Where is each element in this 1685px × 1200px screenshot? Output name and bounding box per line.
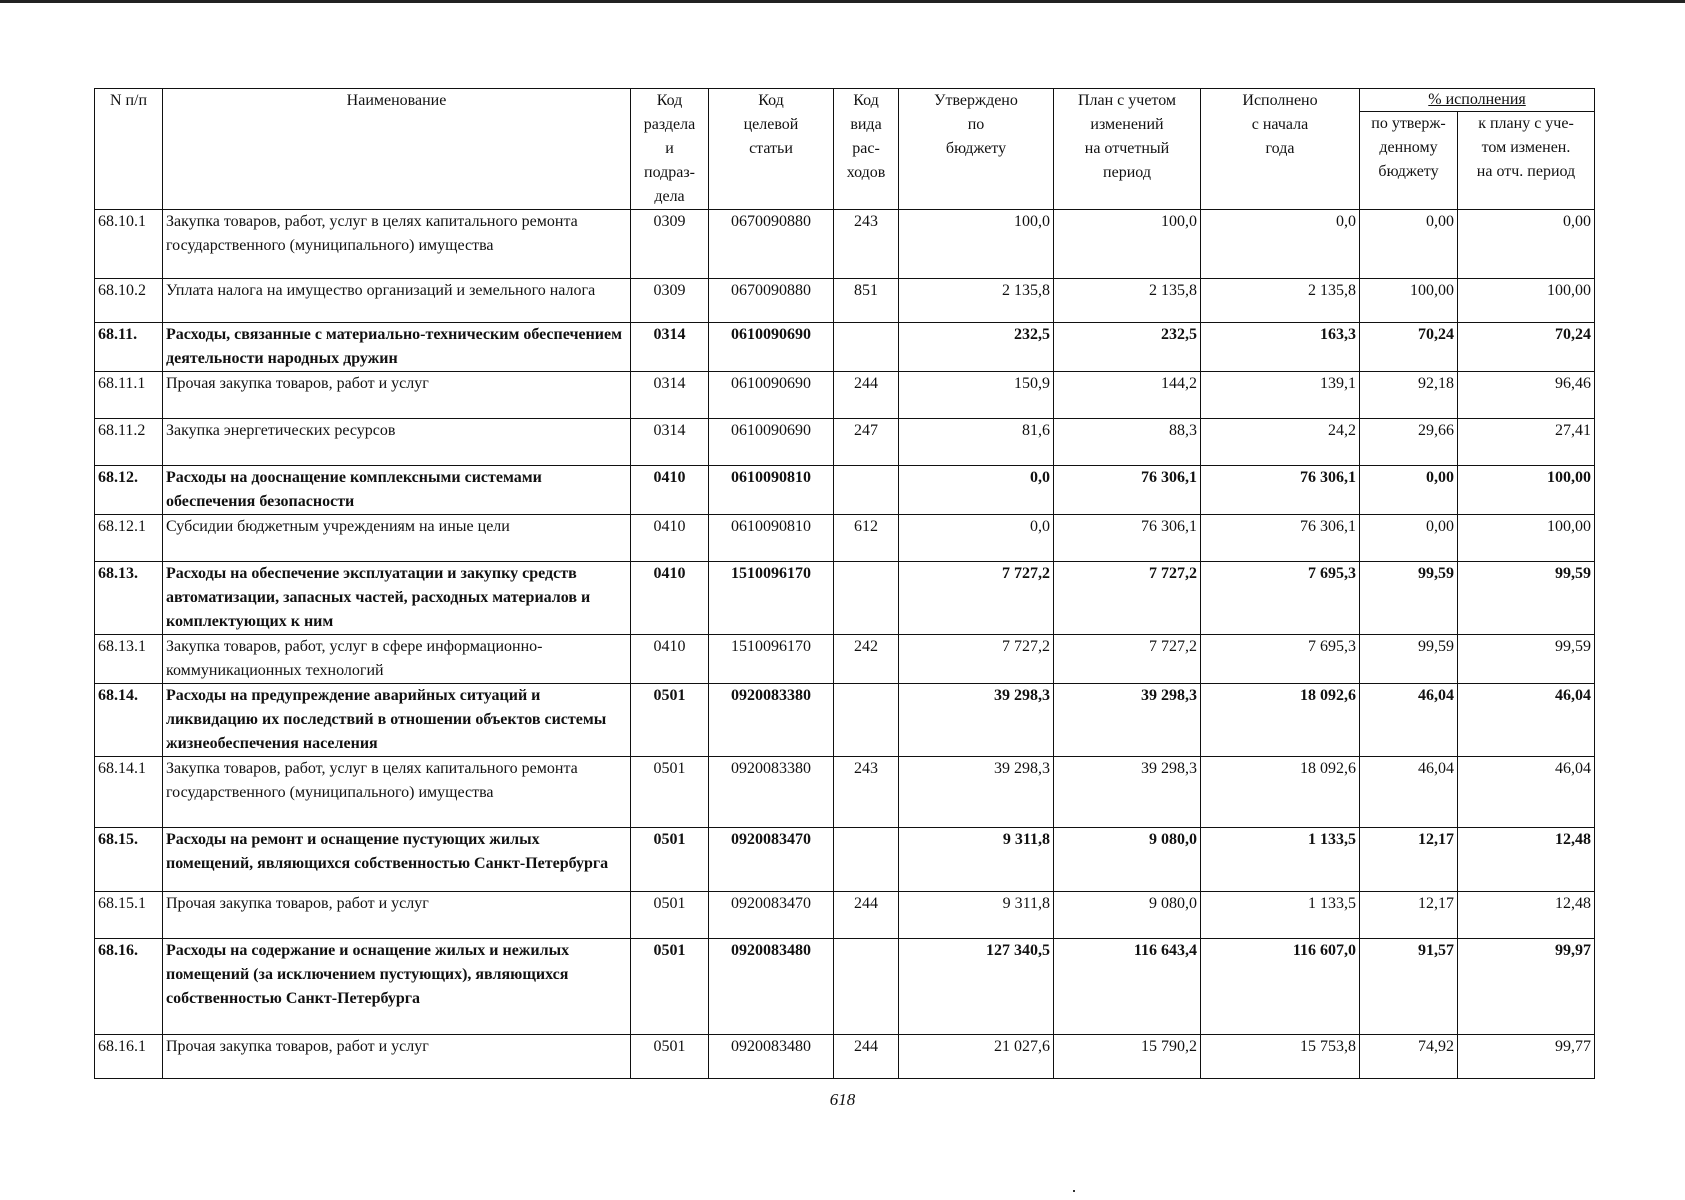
table-row xyxy=(95,562,1595,635)
row-expense-type-code: 244 xyxy=(834,1035,899,1079)
table-header xyxy=(95,89,1595,210)
row-plan: 15 790,2 xyxy=(1054,1035,1201,1079)
row-approved: 21 027,6 xyxy=(899,1035,1054,1079)
table-row xyxy=(95,372,1595,419)
header-index: N п/п xyxy=(95,89,163,210)
row-pct-plan: 100,00 xyxy=(1458,466,1595,515)
row-name: Закупка товаров, работ, услуг в целях капитального ремонта государственного (муниципального) имущества xyxy=(163,210,631,279)
table-row xyxy=(95,939,1595,1035)
row-section-code: 0410 xyxy=(631,562,709,635)
row-approved: 81,6 xyxy=(899,419,1054,466)
row-section-code: 0314 xyxy=(631,323,709,372)
row-pct-budget: 0,00 xyxy=(1360,210,1458,279)
row-pct-plan: 96,46 xyxy=(1458,372,1595,419)
row-executed: 1 133,5 xyxy=(1201,828,1360,892)
row-index: 68.11. xyxy=(95,323,163,372)
row-plan: 9 080,0 xyxy=(1054,892,1201,939)
row-index: 68.14.1 xyxy=(95,757,163,828)
row-index: 68.10.1 xyxy=(95,210,163,279)
row-expense-type-code: 247 xyxy=(834,419,899,466)
row-target-code: 1510096170 xyxy=(709,562,834,635)
row-plan: 2 135,8 xyxy=(1054,279,1201,323)
row-name: Субсидии бюджетным учреждениям на иные цели xyxy=(163,515,631,562)
table-row xyxy=(95,323,1595,372)
row-section-code: 0410 xyxy=(631,515,709,562)
table-row xyxy=(95,210,1595,279)
row-index: 68.10.2 xyxy=(95,279,163,323)
row-pct-plan: 46,04 xyxy=(1458,757,1595,828)
row-plan: 39 298,3 xyxy=(1054,757,1201,828)
header-name: Наименование xyxy=(163,89,631,210)
report-sheet xyxy=(94,88,1595,1079)
row-target-code: 0920083480 xyxy=(709,939,834,1035)
row-name: Закупка энергетических ресурсов xyxy=(163,419,631,466)
row-approved: 2 135,8 xyxy=(899,279,1054,323)
row-pct-plan: 99,97 xyxy=(1458,939,1595,1035)
row-approved: 232,5 xyxy=(899,323,1054,372)
row-executed: 18 092,6 xyxy=(1201,757,1360,828)
row-pct-budget: 46,04 xyxy=(1360,757,1458,828)
header-approved-budget: Утверждено по бюджету xyxy=(899,89,1054,210)
row-expense-type-code xyxy=(834,939,899,1035)
row-approved: 0,0 xyxy=(899,515,1054,562)
row-name: Расходы на предупреждение аварийных ситуаций и ликвидацию их последствий в отношении объектов системы жизнеобеспечения населения xyxy=(163,684,631,757)
row-pct-budget: 12,17 xyxy=(1360,892,1458,939)
row-target-code: 0670090880 xyxy=(709,279,834,323)
row-executed: 7 695,3 xyxy=(1201,635,1360,684)
row-approved: 150,9 xyxy=(899,372,1054,419)
row-approved: 9 311,8 xyxy=(899,892,1054,939)
row-executed: 1 133,5 xyxy=(1201,892,1360,939)
row-pct-plan: 46,04 xyxy=(1458,684,1595,757)
row-index: 68.16.1 xyxy=(95,1035,163,1079)
row-plan: 76 306,1 xyxy=(1054,515,1201,562)
row-section-code: 0309 xyxy=(631,210,709,279)
row-approved: 39 298,3 xyxy=(899,684,1054,757)
table-row xyxy=(95,279,1595,323)
row-pct-plan: 12,48 xyxy=(1458,892,1595,939)
row-pct-plan: 99,59 xyxy=(1458,562,1595,635)
table-row xyxy=(95,515,1595,562)
row-target-code: 0920083470 xyxy=(709,828,834,892)
table-row xyxy=(95,684,1595,757)
row-expense-type-code: 243 xyxy=(834,210,899,279)
row-executed: 163,3 xyxy=(1201,323,1360,372)
row-pct-plan: 0,00 xyxy=(1458,210,1595,279)
row-approved: 127 340,5 xyxy=(899,939,1054,1035)
row-plan: 116 643,4 xyxy=(1054,939,1201,1035)
row-approved: 7 727,2 xyxy=(899,635,1054,684)
row-pct-budget: 0,00 xyxy=(1360,466,1458,515)
table-row xyxy=(95,828,1595,892)
row-pct-budget: 91,57 xyxy=(1360,939,1458,1035)
row-index: 68.12. xyxy=(95,466,163,515)
row-plan: 7 727,2 xyxy=(1054,635,1201,684)
row-expense-type-code: 612 xyxy=(834,515,899,562)
row-target-code: 1510096170 xyxy=(709,635,834,684)
row-pct-plan: 99,77 xyxy=(1458,1035,1595,1079)
row-expense-type-code: 244 xyxy=(834,372,899,419)
row-name: Расходы на дооснащение комплексными системами обеспечения безопасности xyxy=(163,466,631,515)
row-target-code: 0920083380 xyxy=(709,684,834,757)
row-pct-budget: 99,59 xyxy=(1360,562,1458,635)
header-executed: Исполнено с начала года xyxy=(1201,89,1360,210)
row-pct-budget: 46,04 xyxy=(1360,684,1458,757)
top-scan-border xyxy=(0,0,1685,3)
row-plan: 76 306,1 xyxy=(1054,466,1201,515)
table-row xyxy=(95,1035,1595,1079)
row-section-code: 0309 xyxy=(631,279,709,323)
header-pct-budget: по утверж- денному бюджету xyxy=(1360,112,1458,210)
row-index: 68.13.1 xyxy=(95,635,163,684)
row-plan: 7 727,2 xyxy=(1054,562,1201,635)
row-approved: 9 311,8 xyxy=(899,828,1054,892)
header-section-code: Код раздела и подраз- дела xyxy=(631,89,709,210)
row-plan: 9 080,0 xyxy=(1054,828,1201,892)
row-name: Расходы на содержание и оснащение жилых и нежилых помещений (за исключением пустующих), являющихся собственностью Санкт-Петербурга xyxy=(163,939,631,1035)
row-expense-type-code: 851 xyxy=(834,279,899,323)
header-plan: План с учетом изменений на отчетный период xyxy=(1054,89,1201,210)
row-approved: 100,0 xyxy=(899,210,1054,279)
row-name: Расходы на ремонт и оснащение пустующих жилых помещений, являющихся собственностью Санкт-Петербурга xyxy=(163,828,631,892)
row-expense-type-code xyxy=(834,466,899,515)
row-name: Прочая закупка товаров, работ и услуг xyxy=(163,372,631,419)
row-executed: 18 092,6 xyxy=(1201,684,1360,757)
header-pct-group: % исполнения xyxy=(1360,89,1595,112)
row-plan: 39 298,3 xyxy=(1054,684,1201,757)
budget-execution-table xyxy=(94,88,1595,1079)
row-target-code: 0610090690 xyxy=(709,419,834,466)
scan-speck xyxy=(1073,1190,1075,1192)
row-name: Закупка товаров, работ, услуг в целях капитального ремонта государственного (муниципального) имущества xyxy=(163,757,631,828)
row-section-code: 0501 xyxy=(631,892,709,939)
row-index: 68.11.2 xyxy=(95,419,163,466)
row-pct-plan: 12,48 xyxy=(1458,828,1595,892)
row-target-code: 0610090690 xyxy=(709,323,834,372)
row-pct-budget: 12,17 xyxy=(1360,828,1458,892)
row-approved: 0,0 xyxy=(899,466,1054,515)
row-expense-type-code: 243 xyxy=(834,757,899,828)
row-section-code: 0501 xyxy=(631,1035,709,1079)
table-row xyxy=(95,892,1595,939)
row-pct-budget: 92,18 xyxy=(1360,372,1458,419)
row-executed: 76 306,1 xyxy=(1201,466,1360,515)
row-index: 68.16. xyxy=(95,939,163,1035)
row-section-code: 0501 xyxy=(631,684,709,757)
row-pct-plan: 70,24 xyxy=(1458,323,1595,372)
row-expense-type-code xyxy=(834,684,899,757)
row-index: 68.14. xyxy=(95,684,163,757)
row-name: Расходы на обеспечение эксплуатации и закупку средств автоматизации, запасных частей, расходных материалов и комплектующих к ним xyxy=(163,562,631,635)
row-expense-type-code: 242 xyxy=(834,635,899,684)
header-target-code: Код целевой статьи xyxy=(709,89,834,210)
row-index: 68.15. xyxy=(95,828,163,892)
row-executed: 116 607,0 xyxy=(1201,939,1360,1035)
row-name: Расходы, связанные с материально-техническим обеспечением деятельности народных дружин xyxy=(163,323,631,372)
row-executed: 139,1 xyxy=(1201,372,1360,419)
row-name: Прочая закупка товаров, работ и услуг xyxy=(163,892,631,939)
row-plan: 144,2 xyxy=(1054,372,1201,419)
row-expense-type-code: 244 xyxy=(834,892,899,939)
table-row xyxy=(95,757,1595,828)
table-body xyxy=(95,210,1595,1079)
row-index: 68.15.1 xyxy=(95,892,163,939)
row-executed: 76 306,1 xyxy=(1201,515,1360,562)
row-pct-plan: 100,00 xyxy=(1458,515,1595,562)
row-executed: 24,2 xyxy=(1201,419,1360,466)
row-name: Закупка товаров, работ, услуг в сфере информационно-коммуникационных технологий xyxy=(163,635,631,684)
page-number: 618 xyxy=(829,1090,856,1109)
row-pct-budget: 29,66 xyxy=(1360,419,1458,466)
row-name: Прочая закупка товаров, работ и услуг xyxy=(163,1035,631,1079)
row-index: 68.13. xyxy=(95,562,163,635)
row-pct-plan: 99,59 xyxy=(1458,635,1595,684)
row-section-code: 0501 xyxy=(631,757,709,828)
row-executed: 7 695,3 xyxy=(1201,562,1360,635)
row-section-code: 0314 xyxy=(631,419,709,466)
row-executed: 15 753,8 xyxy=(1201,1035,1360,1079)
row-executed: 0,0 xyxy=(1201,210,1360,279)
row-section-code: 0410 xyxy=(631,635,709,684)
table-row xyxy=(95,466,1595,515)
row-plan: 100,0 xyxy=(1054,210,1201,279)
row-target-code: 0670090880 xyxy=(709,210,834,279)
row-index: 68.11.1 xyxy=(95,372,163,419)
row-executed: 2 135,8 xyxy=(1201,279,1360,323)
row-target-code: 0610090690 xyxy=(709,372,834,419)
row-pct-budget: 74,92 xyxy=(1360,1035,1458,1079)
row-pct-plan: 27,41 xyxy=(1458,419,1595,466)
row-pct-plan: 100,00 xyxy=(1458,279,1595,323)
table-row xyxy=(95,419,1595,466)
table-row xyxy=(95,635,1595,684)
row-name: Уплата налога на имущество организаций и земельного налога xyxy=(163,279,631,323)
row-pct-budget: 99,59 xyxy=(1360,635,1458,684)
row-target-code: 0920083380 xyxy=(709,757,834,828)
row-approved: 39 298,3 xyxy=(899,757,1054,828)
row-expense-type-code xyxy=(834,562,899,635)
row-pct-budget: 100,00 xyxy=(1360,279,1458,323)
row-index: 68.12.1 xyxy=(95,515,163,562)
header-expense-type-code: Код вида рас- ходов xyxy=(834,89,899,210)
row-expense-type-code xyxy=(834,828,899,892)
row-section-code: 0501 xyxy=(631,828,709,892)
row-section-code: 0410 xyxy=(631,466,709,515)
row-target-code: 0610090810 xyxy=(709,466,834,515)
header-pct-plan: к плану с уче- том изменен. на отч. период xyxy=(1458,112,1595,210)
row-target-code: 0610090810 xyxy=(709,515,834,562)
row-section-code: 0501 xyxy=(631,939,709,1035)
row-pct-budget: 70,24 xyxy=(1360,323,1458,372)
row-plan: 88,3 xyxy=(1054,419,1201,466)
row-pct-budget: 0,00 xyxy=(1360,515,1458,562)
row-target-code: 0920083480 xyxy=(709,1035,834,1079)
row-plan: 232,5 xyxy=(1054,323,1201,372)
row-approved: 7 727,2 xyxy=(899,562,1054,635)
row-section-code: 0314 xyxy=(631,372,709,419)
row-target-code: 0920083470 xyxy=(709,892,834,939)
row-expense-type-code xyxy=(834,323,899,372)
